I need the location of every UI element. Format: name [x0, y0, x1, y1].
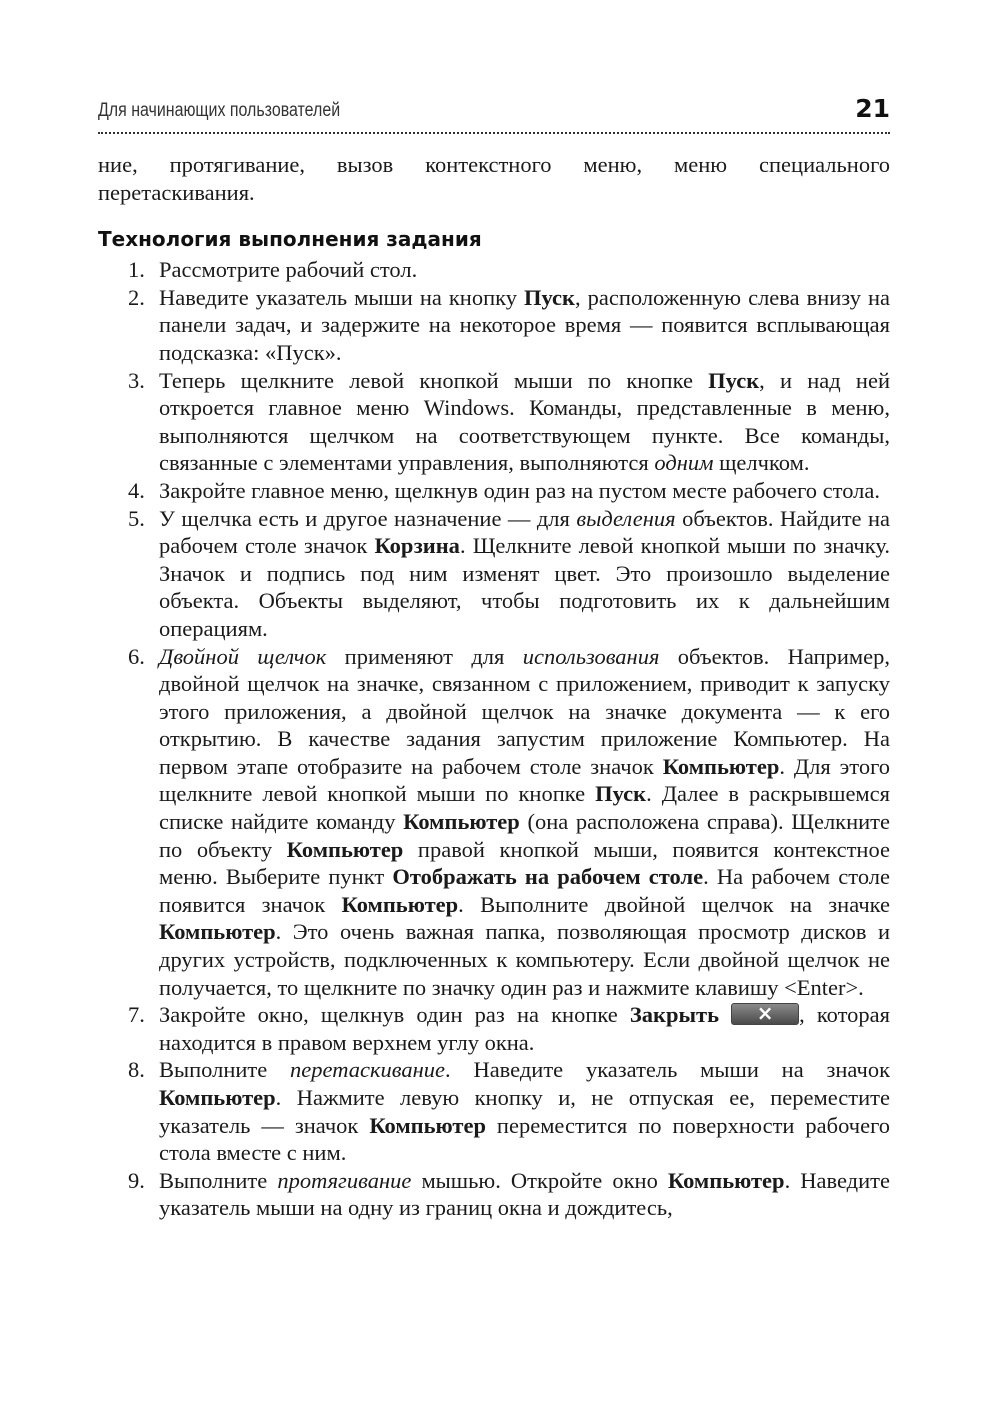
text-run: , которая находится в правом верхнем углу окна.	[159, 1002, 890, 1055]
text-run: . Наведите указатель мыши на значок	[445, 1057, 891, 1083]
step-text	[159, 257, 417, 282]
italic-term: перетаскивание	[290, 1057, 446, 1083]
step-item	[98, 643, 890, 1002]
italic-term: выделения	[576, 505, 676, 531]
section-heading: Технология выполнения задания	[98, 227, 482, 252]
text-run: У щелчка есть и другое назначение — для	[159, 505, 577, 531]
bold-term: Компьютер	[159, 1085, 276, 1110]
step-number: 5.	[128, 505, 145, 531]
text-run: Выполните	[159, 1057, 291, 1083]
text-run: . Для этого щелкните левой кнопкой мыши по кнопке	[159, 753, 890, 807]
intro-paragraph: ние, протягивание, вызов контекстного меню, меню специального перетаскивания.	[98, 152, 890, 205]
text-run: . Далее в раскрывшемся списке найдите команду	[159, 781, 891, 835]
step-text	[159, 1057, 890, 1165]
bold-term: Пуск	[595, 781, 647, 807]
step-item	[98, 477, 890, 505]
page-content	[98, 151, 890, 1222]
bold-term: Отображать на рабочем столе	[392, 864, 704, 890]
step-item	[98, 1001, 890, 1056]
step-text	[159, 478, 880, 503]
text-run: правой кнопкой мыши, появится контекстное меню. Выберите пункт	[159, 836, 890, 890]
step-number: 1.	[128, 257, 145, 283]
text-run: переместится по поверхности рабочего стола вместе с ним.	[159, 1112, 890, 1166]
close-button-icon	[731, 1003, 799, 1025]
step-item	[98, 505, 890, 643]
text-run	[719, 1002, 731, 1027]
bold-term: Пуск	[523, 284, 575, 310]
step-number: 3.	[128, 367, 145, 393]
bold-term: Пуск	[708, 367, 760, 393]
bold-term: Корзина	[374, 533, 460, 559]
text-run: Закройте главное меню, щелкнув один раз на пустом месте рабочего стола.	[159, 477, 880, 503]
text-run: применяют для	[326, 643, 523, 669]
text-run: . Наведите указатель мыши на одну из границ окна и дождитесь,	[159, 1167, 890, 1221]
running-header	[98, 96, 890, 134]
text-run: Наведите указатель мыши на кнопку	[159, 284, 524, 310]
text-run: щелчком.	[713, 450, 810, 476]
text-run: . Это очень важная папка, позволяющая просмотр дисков и других устройств, подключенных к компьютеру. Если двойной щелчок не получается, то щелкните по значку один раз и нажмите клавишу <Enter>.	[159, 919, 890, 1000]
step-text	[159, 506, 890, 641]
running-title: Для начинающих пользователей	[98, 100, 341, 121]
text-run: Рассмотрите рабочий стол.	[159, 257, 418, 283]
bold-term: Компьютер	[403, 809, 520, 835]
text-run: (она расположена справа). Щелкните по объекту	[159, 809, 891, 862]
step-text	[159, 368, 890, 476]
text-run: объектов. Например, двойной щелчок на значке, связанном с приложением, приводит к запуску этого приложения, а двойной щелчок на значке документа — к его открытию. В качестве задания запустим приложение Компьютер. На первом этапе отобразите на рабочем столе значок	[159, 643, 890, 779]
bold-term: Компьютер	[667, 1167, 785, 1193]
italic-term: протягивание	[277, 1167, 412, 1193]
steps-list	[98, 256, 890, 1222]
italic-term: одним	[654, 450, 714, 476]
bold-term: Компьютер	[159, 919, 276, 945]
bold-term: Компьютер	[662, 753, 780, 779]
text-run: Теперь щелкните левой кнопкой мыши по кнопке	[159, 367, 709, 393]
text-run: мышью. Откройте окно	[411, 1167, 668, 1193]
text-run: , расположенную слева внизу на панели задач, и задержите на некоторое время — появится всплывающая подсказка: «Пуск».	[159, 284, 890, 365]
step-item	[98, 367, 890, 477]
italic-term: использования	[522, 643, 660, 669]
step-number: 2.	[128, 284, 145, 310]
step-text	[159, 1168, 890, 1221]
step-item	[98, 284, 890, 367]
italic-term: Двойной щелчок	[159, 643, 327, 669]
text-run: Закройте окно, щелкнув один раз на кнопке	[159, 1002, 630, 1028]
text-run: . На рабочем столе появится значок	[159, 864, 890, 917]
step-number: 8.	[128, 1057, 145, 1083]
text-run: Выполните	[159, 1167, 278, 1193]
bold-term: Компьютер	[286, 836, 404, 862]
page-number: 21	[855, 94, 890, 123]
text-run: . Щелкните левой кнопкой мыши по значку. Значок и подпись под ним изменят цвет. Это произошло выделение объекта. Объекты выделяют, чтобы подготовить их к дальнейшим операциям.	[159, 533, 890, 641]
step-text	[159, 644, 890, 1000]
step-item	[98, 1056, 890, 1166]
text-run: , и над ней откроется главное меню Windows. Команды, представленные в меню, выполняются щелчком на соответствующем пункте. Все команды, связанные с элементами управления, выполняются	[159, 367, 890, 476]
step-item	[98, 256, 890, 284]
text-run: . Выполните двойной щелчок на значке	[458, 891, 890, 917]
bold-term: Компьютер	[341, 891, 459, 917]
bold-term: Закрыть	[629, 1002, 719, 1028]
step-text	[159, 1002, 890, 1055]
step-number: 9.	[128, 1167, 145, 1193]
text-run: объектов. Найдите на рабочем столе значок	[159, 505, 890, 559]
text-run: . Нажмите левую кнопку и, не отпуская ее, переместите указатель — значок	[159, 1085, 890, 1138]
bold-term: Компьютер	[369, 1112, 486, 1138]
step-number: 6.	[128, 643, 145, 669]
step-item	[98, 1167, 890, 1222]
step-number: 4.	[128, 477, 145, 503]
step-text	[159, 285, 890, 365]
step-number: 7.	[128, 1002, 145, 1028]
